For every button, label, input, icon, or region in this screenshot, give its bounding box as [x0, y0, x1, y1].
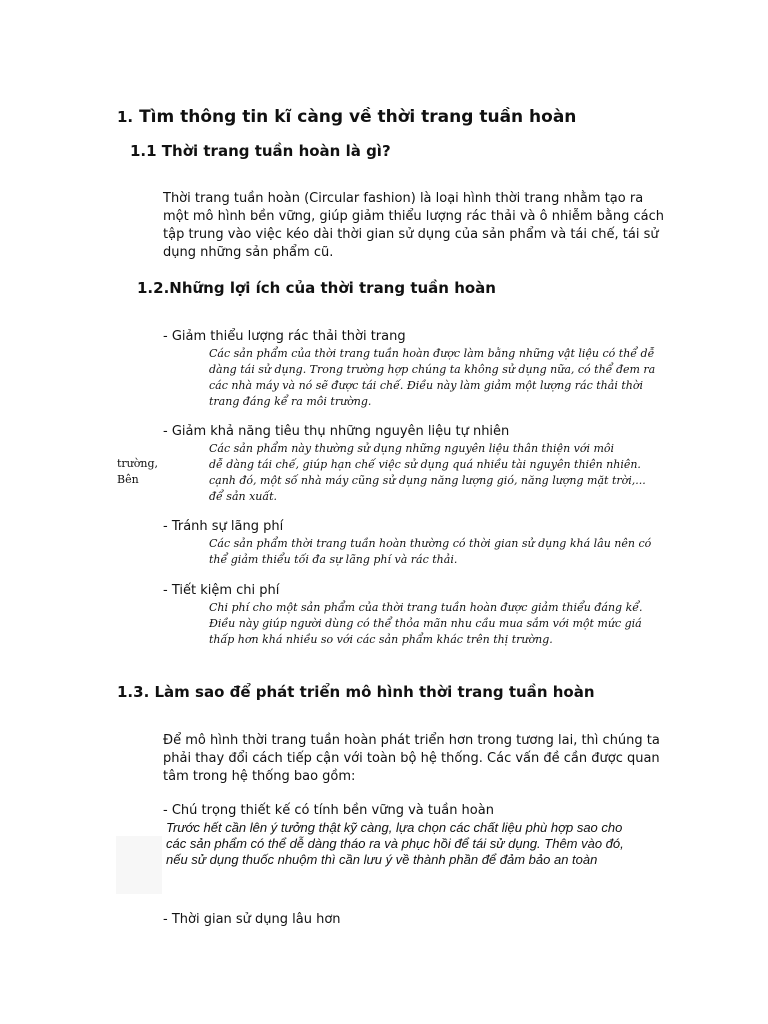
section-1-3-heading: 1.3. Làm sao để phát triển mô hình thời trang tuần hoàn: [117, 683, 595, 701]
shaded-margin-box: [116, 836, 162, 894]
detail-line: Các sản phẩm thời trang tuần hoàn thường có thời gian sử dụng khá lâu nên có: [209, 537, 652, 550]
paragraph-line: Để mô hình thời trang tuần hoàn phát triển hơn trong tương lai, thì chúng ta: [163, 733, 660, 748]
benefit-bullet-reduce-waste: - Giảm thiểu lượng rác thải thời trang: [163, 329, 406, 344]
benefit-detail-avoid-waste: [209, 536, 651, 568]
section-1-number: 1.: [117, 108, 134, 126]
item-bullet-sustainable-design: - Chú trọng thiết kế có tính bền vững và tuần hoàn: [163, 803, 494, 818]
item-detail-sustainable-design: [166, 820, 624, 868]
side-word: Bên: [117, 473, 139, 486]
benefit-detail-save-cost: [209, 600, 643, 648]
paragraph-line: Thời trang tuần hoàn (Circular fashion) là loại hình thời trang nhằm tạo ra: [163, 191, 644, 206]
benefit-bullet-save-cost: - Tiết kiệm chi phí: [163, 583, 280, 598]
detail-line: nếu sử dụng thuốc nhuộm thì cần lưu ý về thành phần để đảm bảo an toàn: [166, 852, 598, 867]
detail-line: cạnh đó, một số nhà máy cũng sử dụng năng lượng gió, năng lượng mặt trời,...: [209, 474, 646, 487]
section-1-3-paragraph: [163, 732, 660, 786]
benefit-detail-reduce-resources: [209, 441, 646, 505]
paragraph-line: dụng những sản phẩm cũ.: [163, 245, 334, 260]
detail-line: các nhà máy và nó sẽ được tái chế. Điều này làm giảm một lượng rác thải thời: [209, 379, 643, 392]
section-1-title: Tìm thông tin kĩ càng về thời trang tuần hoàn: [139, 107, 577, 127]
detail-line: thấp hơn khá nhiều so với các sản phẩm khác trên thị trường.: [209, 633, 553, 646]
benefit-detail-reduce-waste: [209, 346, 655, 410]
detail-line: dàng tái sử dụng. Trong trường hợp chúng ta không sử dụng nữa, có thể đem ra: [209, 363, 656, 376]
section-1-1-paragraph: [163, 190, 664, 262]
detail-line: các sản phẩm có thể dễ dàng tháo ra và phục hồi để tái sử dụng. Thêm vào đó,: [166, 836, 624, 851]
section-1-heading: [117, 107, 576, 127]
detail-line: Các sản phẩm này thường sử dụng những nguyên liệu thân thiện với môi: [209, 442, 615, 455]
section-1-2-heading: 1.2.Những lợi ích của thời trang tuần hoàn: [137, 279, 496, 297]
detail-line: thể giảm thiểu tối đa sự lãng phí và rác thải.: [209, 553, 458, 566]
benefit-bullet-avoid-waste: - Tránh sự lãng phí: [163, 519, 284, 534]
item-bullet-longer-use: - Thời gian sử dụng lâu hơn: [163, 912, 341, 927]
paragraph-line: phải thay đổi cách tiếp cận với toàn bộ hệ thống. Các vấn đề cần được quan: [163, 751, 660, 766]
detail-line: để sản xuất.: [209, 490, 278, 503]
paragraph-line: tập trung vào việc kéo dài thời gian sử dụng của sản phẩm và tái chế, tái sử: [163, 227, 659, 242]
detail-line: Điều này giúp người dùng có thể thỏa mãn nhu cầu mua sắm với một mức giá: [209, 617, 642, 630]
benefit-bullet-reduce-resources: - Giảm khả năng tiêu thụ những nguyên liệu tự nhiên: [163, 424, 510, 439]
paragraph-line: một mô hình bền vững, giúp giảm thiểu lượng rác thải và ô nhiễm bằng cách: [163, 209, 664, 224]
detail-line: Chi phí cho một sản phẩm của thời trang tuần hoàn được giảm thiểu đáng kể.: [209, 601, 643, 614]
side-word: trường,: [117, 457, 159, 470]
detail-line: dễ dàng tái chế, giúp hạn chế việc sử dụng quá nhiều tài nguyên thiên nhiên.: [209, 458, 641, 471]
detail-line: Trước hết cần lên ý tưởng thật kỹ càng, lựa chọn các chất liệu phù hợp sao cho: [166, 820, 623, 835]
detail-line: Các sản phẩm của thời trang tuần hoàn được làm bằng những vật liệu có thể dễ: [209, 347, 655, 360]
detail-line: trang đáng kể ra môi trường.: [209, 395, 372, 408]
paragraph-line: tâm trong hệ thống bao gồm:: [163, 769, 356, 784]
section-1-1-heading: 1.1 Thời trang tuần hoàn là gì?: [130, 142, 391, 160]
